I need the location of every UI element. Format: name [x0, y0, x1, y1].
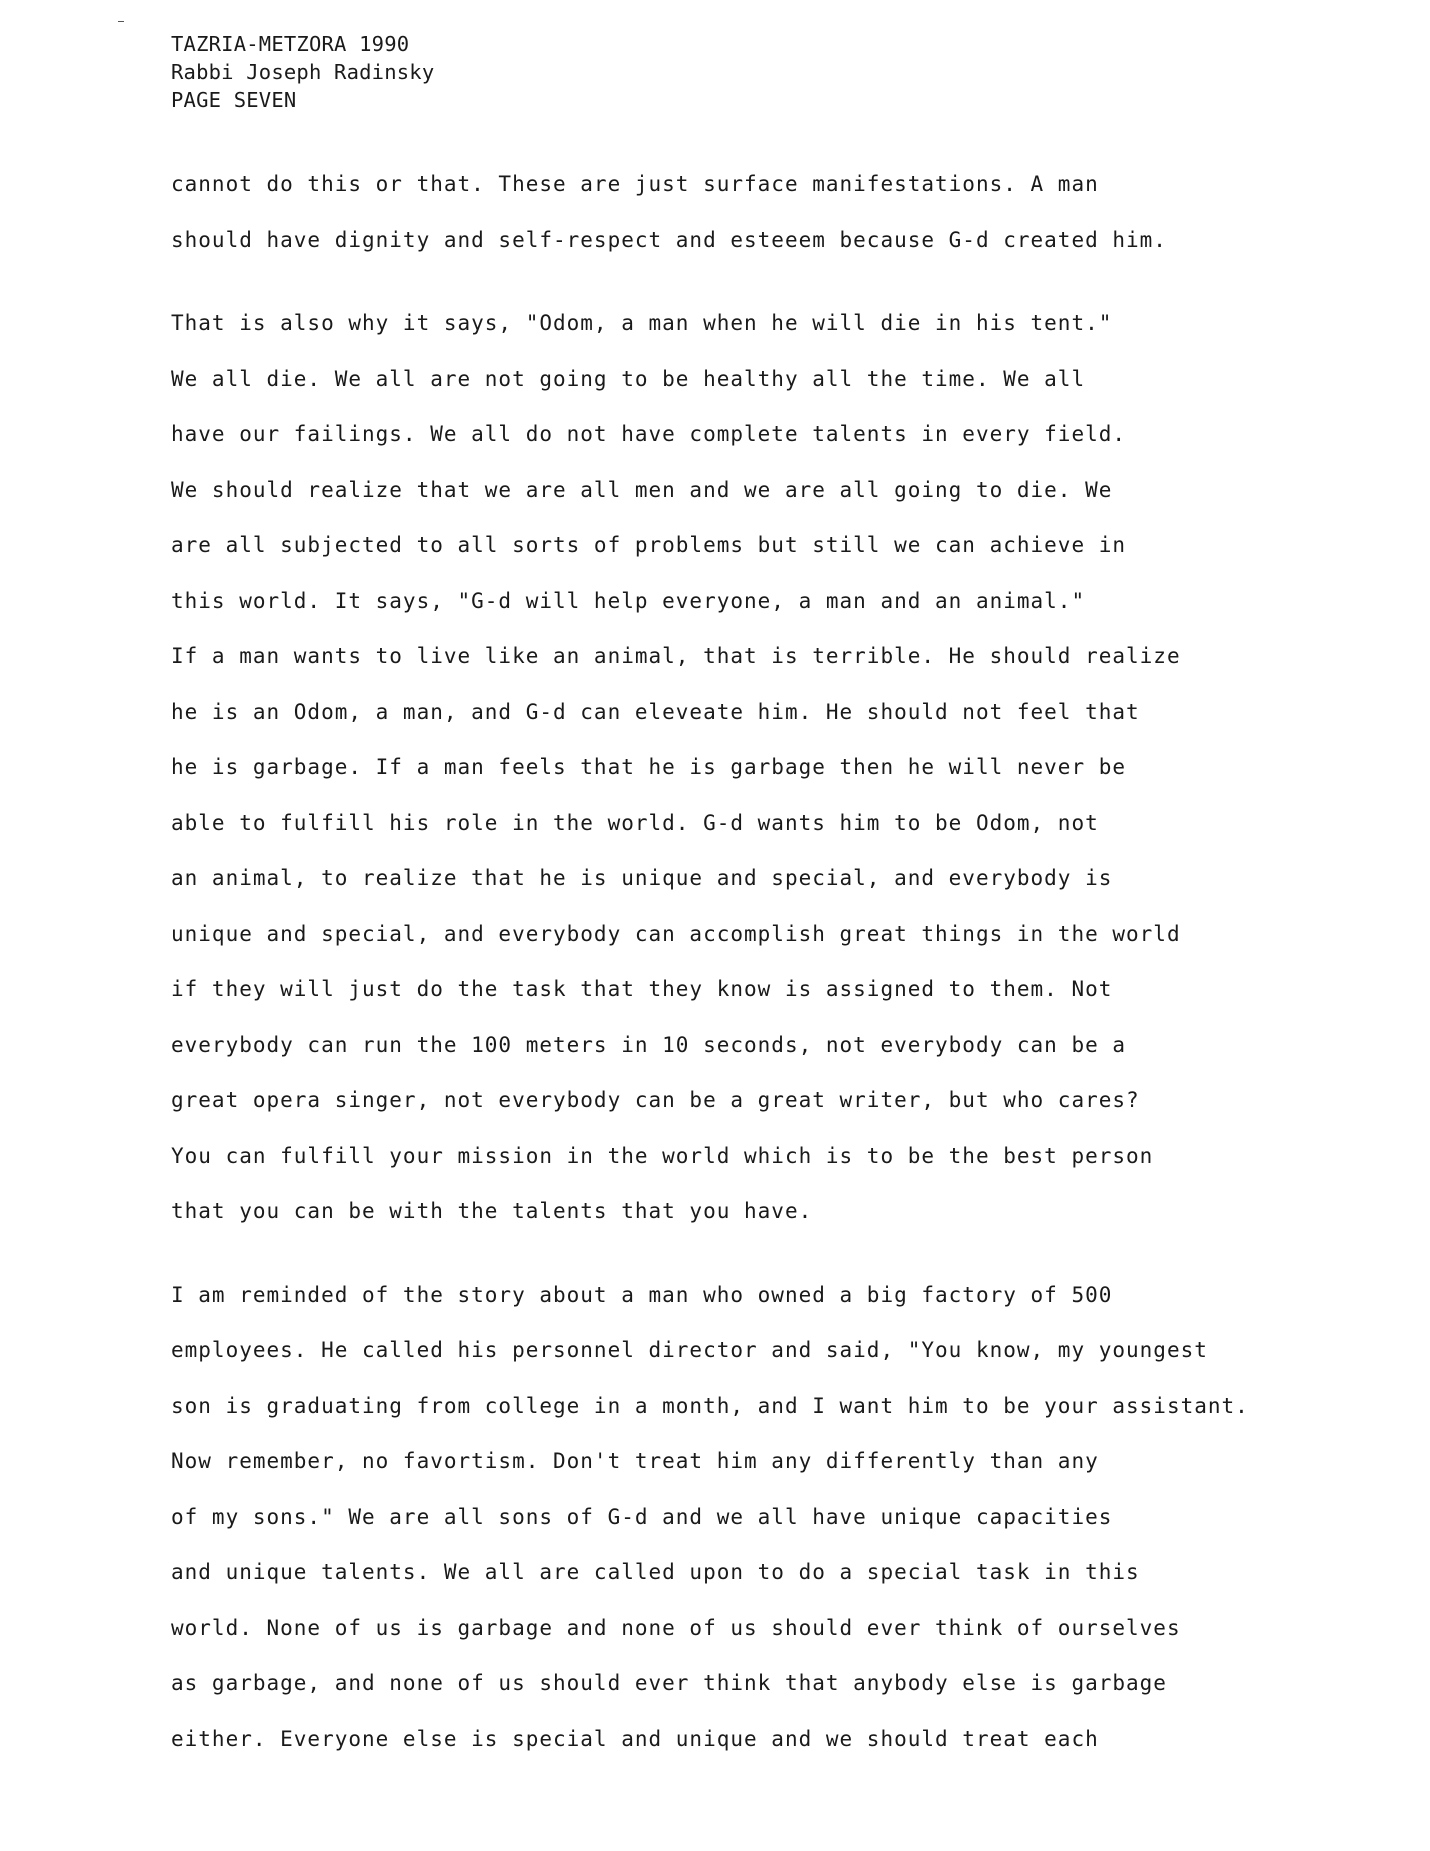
- text-line: We all die. We all are not going to be healthy all the time. We all: [171, 366, 1086, 391]
- text-line: and unique talents. We all are called upon to do a special task in this: [171, 1560, 1140, 1584]
- text-line: cannot do this or that. These are just surface manifestations. A man: [171, 172, 1099, 196]
- text-line: If a man wants to live like an animal, that is terrible. He should realize: [171, 644, 1181, 668]
- text-line: he is garbage. If a man feels that he is garbage then he will never be: [171, 755, 1127, 779]
- text-line: he is an Odom, a man, and G-d can eleveate him. He should not feel that: [171, 699, 1140, 724]
- document-author: Rabbi Joseph Radinsky: [171, 60, 435, 84]
- text-line: unique and special, and everybody can accomplish great things in the world: [171, 921, 1181, 946]
- text-line: that you can be with the talents that you have.: [171, 1199, 813, 1223]
- text-line: You can fulfill your mission in the world which is to be the best person: [171, 1143, 1154, 1168]
- paragraph-gap: [171, 1253, 1249, 1281]
- text-line: son is graduating from college in a month, and I want him to be your assistant.: [171, 1393, 1249, 1418]
- text-line: able to fulfill his role in the world. G-d wants him to be Odom, not: [171, 810, 1099, 835]
- text-line: world. None of us is garbage and none of us should ever think of ourselves: [171, 1615, 1181, 1640]
- paragraph-gap: [171, 281, 1249, 309]
- paragraph-3: [171, 1281, 1249, 1781]
- text-line: I am reminded of the story about a man who owned a big factory of 500: [171, 1282, 1113, 1307]
- text-line: an animal, to realize that he is unique and special, and everybody is: [171, 866, 1113, 890]
- text-line: everybody can run the 100 meters in 10 seconds, not everybody can be a: [171, 1032, 1127, 1057]
- text-line: are all subjected to all sorts of problems but still we can achieve in: [171, 533, 1127, 557]
- paragraph-2: [171, 309, 1249, 1253]
- paragraph-1: [171, 170, 1249, 281]
- text-line: should have dignity and self-respect and esteeem because G-d created him.: [171, 227, 1167, 252]
- text-line: this world. It says, "G-d will help everyone, a man and an animal.": [171, 588, 1086, 613]
- text-line: have our failings. We all do not have complete talents in every field.: [171, 422, 1127, 446]
- scan-mark: [118, 21, 124, 22]
- page-label: PAGE SEVEN: [171, 88, 297, 112]
- document-title: TAZRIA-METZORA 1990: [171, 32, 410, 56]
- text-line: if they will just do the task that they know is assigned to them. Not: [171, 977, 1113, 1001]
- text-line: either. Everyone else is special and unique and we should treat each: [171, 1726, 1099, 1751]
- text-line: That is also why it says, "Odom, a man when he will die in his tent.": [171, 311, 1113, 335]
- text-line: as garbage, and none of us should ever think that anybody else is garbage: [171, 1671, 1167, 1695]
- document-header: [171, 30, 434, 114]
- text-line: of my sons." We are all sons of G-d and we all have unique capacities: [171, 1504, 1113, 1529]
- text-line: great opera singer, not everybody can be a great writer, but who cares?: [171, 1088, 1140, 1112]
- document-body: [171, 170, 1249, 1780]
- text-line: Now remember, no favortism. Don't treat him any differently than any: [171, 1449, 1099, 1473]
- text-line: We should realize that we are all men and we are all going to die. We: [171, 477, 1113, 502]
- text-line: employees. He called his personnel director and said, "You know, my youngest: [171, 1338, 1208, 1362]
